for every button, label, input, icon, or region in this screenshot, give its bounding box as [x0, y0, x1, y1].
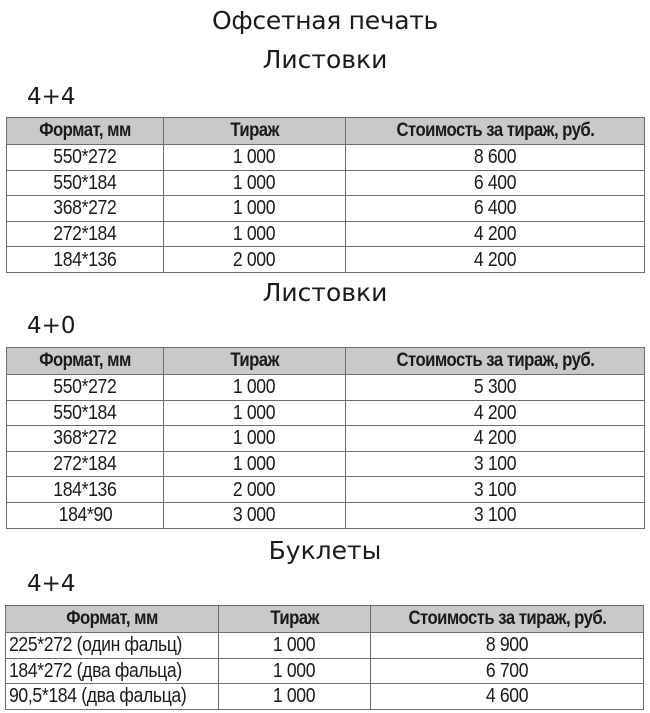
cell-quantity: 2 000 [164, 247, 346, 273]
cell-quantity: 1 000 [164, 400, 346, 426]
cell-cost: 3 100 [346, 451, 645, 477]
color-scheme-label: 4+0 [27, 313, 76, 339]
cell-quantity: 1 000 [219, 684, 371, 710]
cell-quantity: 1 000 [219, 633, 371, 659]
cell-format: 90,5*184 (два фальца) [6, 684, 219, 710]
cell-quantity: 1 000 [164, 221, 346, 247]
table-row [7, 170, 645, 196]
section-heading: Листовки [262, 45, 388, 74]
table-header-row [7, 348, 645, 375]
price-table-booklets-4-4 [5, 605, 644, 710]
table-row [7, 247, 645, 273]
column-header-format: Формат, мм [6, 606, 219, 633]
cell-cost: 8 900 [371, 633, 644, 659]
cell-cost: 3 100 [346, 477, 645, 503]
table-row [7, 451, 645, 477]
table-header-row [6, 606, 644, 633]
cell-cost: 4 200 [346, 400, 645, 426]
cell-format: 272*184 [7, 221, 164, 247]
cell-quantity: 3 000 [164, 502, 346, 528]
column-header-cost: Стоимость за тираж, руб. [371, 606, 644, 633]
color-scheme-label: 4+4 [27, 571, 76, 597]
column-header-quantity: Тираж [164, 118, 346, 145]
table-row [7, 145, 645, 171]
cell-cost: 4 200 [346, 221, 645, 247]
table-row [7, 221, 645, 247]
cell-format: 184*272 (два фальца) [6, 658, 219, 684]
table-header-row [7, 118, 645, 145]
price-table-leaflets-4-0 [6, 347, 645, 529]
column-header-cost: Стоимость за тираж, руб. [346, 118, 645, 145]
column-header-quantity: Тираж [219, 606, 371, 633]
cell-format: 368*272 [7, 426, 164, 452]
column-header-quantity: Тираж [164, 348, 346, 375]
table-row [7, 400, 645, 426]
table-row [7, 477, 645, 503]
table-row [7, 375, 645, 401]
cell-format: 368*272 [7, 196, 164, 222]
table-row [7, 196, 645, 222]
cell-format: 184*136 [7, 477, 164, 503]
cell-cost: 6 400 [346, 170, 645, 196]
table-row [7, 426, 645, 452]
cell-quantity: 2 000 [164, 477, 346, 503]
cell-format: 550*184 [7, 170, 164, 196]
cell-quantity: 1 000 [164, 375, 346, 401]
price-table-leaflets-4-4 [6, 117, 645, 273]
cell-quantity: 1 000 [164, 426, 346, 452]
cell-cost: 6 700 [371, 658, 644, 684]
cell-quantity: 1 000 [219, 658, 371, 684]
cell-quantity: 1 000 [164, 451, 346, 477]
cell-format: 550*184 [7, 400, 164, 426]
table-row [6, 658, 644, 684]
cell-quantity: 1 000 [164, 196, 346, 222]
cell-cost: 4 200 [346, 426, 645, 452]
column-header-format: Формат, мм [7, 118, 164, 145]
color-scheme-label: 4+4 [27, 84, 76, 110]
section-heading: Буклеты [268, 536, 382, 565]
table-row [6, 633, 644, 659]
table-row [6, 684, 644, 710]
cell-cost: 5 300 [346, 375, 645, 401]
cell-cost: 6 400 [346, 196, 645, 222]
cell-cost: 8 600 [346, 145, 645, 171]
cell-format: 272*184 [7, 451, 164, 477]
page-title: Офсетная печать [211, 6, 438, 35]
cell-format: 225*272 (один фальц) [6, 633, 219, 659]
cell-cost: 3 100 [346, 502, 645, 528]
cell-quantity: 1 000 [164, 170, 346, 196]
cell-quantity: 1 000 [164, 145, 346, 171]
cell-format: 550*272 [7, 375, 164, 401]
cell-format: 184*136 [7, 247, 164, 273]
cell-cost: 4 200 [346, 247, 645, 273]
table-row [7, 502, 645, 528]
column-header-format: Формат, мм [7, 348, 164, 375]
cell-format: 184*90 [7, 502, 164, 528]
column-header-cost: Стоимость за тираж, руб. [346, 348, 645, 375]
cell-format: 550*272 [7, 145, 164, 171]
section-heading: Листовки [262, 278, 388, 307]
cell-cost: 4 600 [371, 684, 644, 710]
